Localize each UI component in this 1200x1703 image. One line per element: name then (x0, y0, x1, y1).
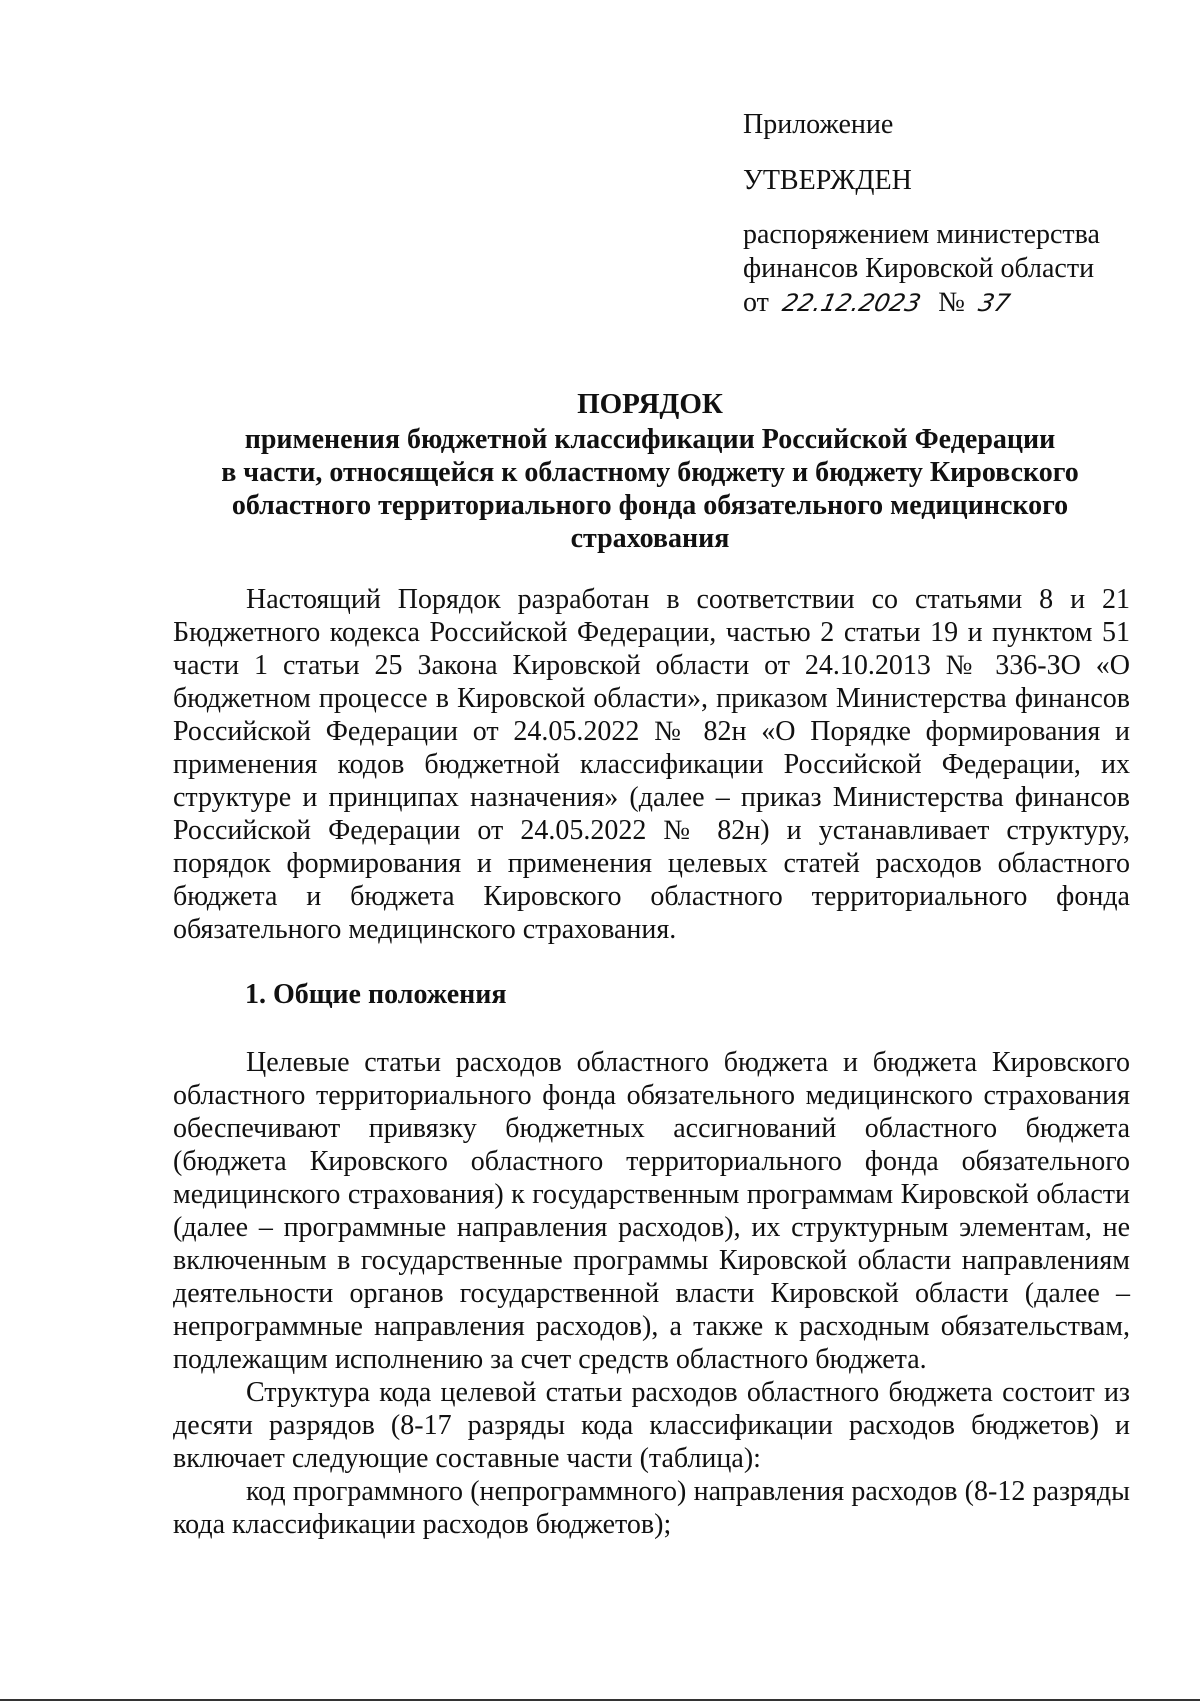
number-prefix: № (938, 287, 966, 318)
approval-stamp-block (743, 108, 1163, 320)
title-line-2: в части, относящейся к областному бюджету и бюджету Кировского (221, 457, 1079, 488)
approval-date-number-line (743, 286, 1163, 320)
document-title (0, 388, 1200, 555)
date-prefix: от (743, 287, 769, 318)
title-line-1: применения бюджетной классификации Российской Федерации (244, 424, 1056, 455)
approved-label: УТВЕРЖДЕН (743, 165, 912, 196)
title-main: ПОРЯДОК (577, 388, 723, 420)
section-1-body (173, 1046, 1130, 1541)
intro-section (173, 583, 1130, 946)
approved-by-line-1: распоряжением министерства (743, 219, 1100, 250)
handwritten-date: 22.12.2023 (779, 289, 924, 317)
appendix-label: Приложение (743, 109, 894, 140)
title-line-3: областного территориального фонда обязательного медицинского (231, 490, 1069, 521)
handwritten-number: 37 (976, 289, 1013, 317)
page-bottom-edge (0, 1699, 1200, 1701)
section-1-paragraph-2: Структура кода целевой статьи расходов областного бюджета состоит из десяти разрядов (8-17 разряды кода классификации расходов бюджетов) и включает следующие составные части (таблица): (173, 1377, 1130, 1474)
section-1-heading: 1. Общие положения (245, 979, 507, 1010)
approved-by-line-2: финансов Кировской области (743, 253, 1095, 284)
intro-paragraph: Настоящий Порядок разработан в соответствии со статьями 8 и 21 Бюджетного кодекса Российской Федерации, частью 2 статьи 19 и пунктом 51 части 1 статьи 25 Закона Кировской области от 24.10.2013 № 336-ЗО «О бюджетном процессе в Кировской области», приказом Министерства финансов Российской Федерации от 24.05.2022 № 82н «О Порядке формирования и применения кодов бюджетной классификации Российской Федерации, их структуре и принципах назначения» (далее – приказ Министерства финансов Российской Федерации от 24.05.2022 № 82н) и устанавливает структуру, порядок формирования и применения целевых статей расходов областного бюджета и бюджета Кировского областного территориального фонда обязательного медицинского страхования. (173, 584, 1130, 945)
title-line-4: страхования (570, 523, 730, 554)
section-1-paragraph-3: код программного (непрограммного) направления расходов (8-12 разряды кода классификации расходов бюджетов); (173, 1476, 1130, 1540)
section-1-paragraph-1: Целевые статьи расходов областного бюджета и бюджета Кировского областного территориального фонда обязательного медицинского страхования обеспечивают привязку бюджетных ассигнований областного бюджета (бюджета Кировского областного территориального фонда обязательного медицинского страхования) к государственным программам Кировской области (далее – программные направления расходов), их структурным элементам, не включенным в государственные программы Кировской области направлениям деятельности органов государственной власти Кировской области (далее – непрограммные направления расходов), а также к расходным обязательствам, подлежащим исполнению за счет средств областного бюджета. (173, 1047, 1130, 1375)
